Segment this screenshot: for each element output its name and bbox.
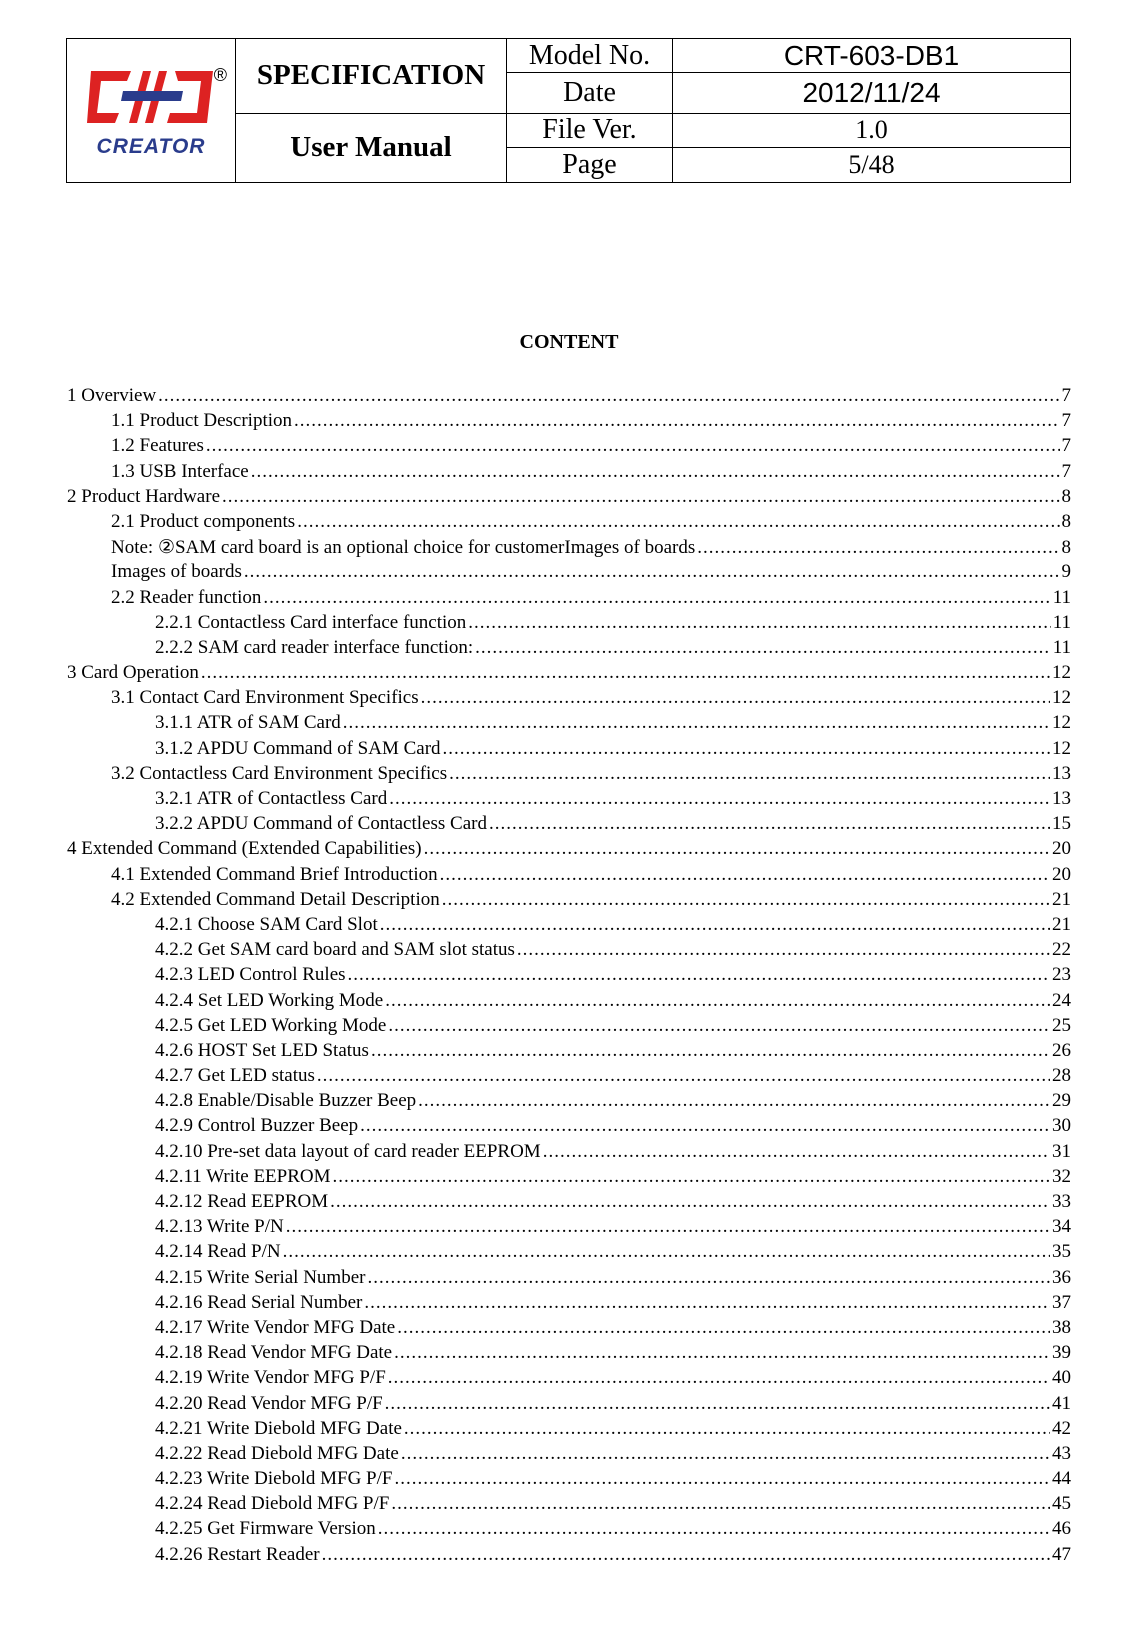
toc-entry-title: 2.2.1 Contactless Card interface function bbox=[155, 611, 467, 633]
toc-entry-page: 7 bbox=[1061, 410, 1071, 432]
toc-entry-title: 4.2.14 Read P/N bbox=[155, 1241, 281, 1263]
toc-entry-page: 38 bbox=[1052, 1316, 1071, 1338]
toc-entry[interactable] bbox=[67, 1493, 1071, 1518]
toc-entry[interactable] bbox=[67, 1317, 1071, 1342]
toc-entry[interactable] bbox=[67, 662, 1071, 687]
toc-entry-title: 4.2.9 Control Buzzer Beep bbox=[155, 1115, 359, 1137]
toc-entry-title: 4.2.6 HOST Set LED Status bbox=[155, 1039, 369, 1061]
toc-entry-title: 4.2.15 Write Serial Number bbox=[155, 1266, 366, 1288]
logo-wordmark: CREATOR bbox=[96, 134, 206, 158]
toc-leader-dots bbox=[421, 687, 1050, 709]
toc-entry-page: 11 bbox=[1052, 636, 1071, 658]
specification-title: SPECIFICATION bbox=[236, 39, 507, 114]
toc-entry[interactable] bbox=[67, 1241, 1071, 1266]
toc-leader-dots bbox=[449, 763, 1050, 785]
toc-entry-page: 33 bbox=[1052, 1191, 1071, 1212]
toc-entry-title: 3.1.1 ATR of SAM Card bbox=[155, 712, 341, 734]
toc-leader-dots bbox=[388, 1015, 1050, 1037]
toc-entry-title: 4.2.8 Enable/Disable Buzzer Beep bbox=[155, 1090, 417, 1112]
toc-entry-title: Note: ②SAM card board is an optional choice for customerImages of boards bbox=[111, 537, 696, 559]
toc-entry-page: 29 bbox=[1052, 1090, 1071, 1112]
toc-entry-title: 2.2 Reader function bbox=[111, 586, 262, 608]
toc-entry[interactable] bbox=[67, 1292, 1071, 1317]
toc-leader-dots bbox=[418, 1090, 1050, 1112]
toc-entry[interactable] bbox=[67, 1115, 1071, 1140]
user-manual-title: User Manual bbox=[236, 113, 507, 183]
page-value: 5/48 bbox=[673, 147, 1071, 182]
toc-entry-title: 3 Card Operation bbox=[67, 662, 199, 684]
toc-entry[interactable] bbox=[67, 788, 1071, 813]
toc-entry[interactable] bbox=[67, 1393, 1071, 1418]
toc-entry-title: 4.2.1 Choose SAM Card Slot bbox=[155, 913, 378, 935]
table-of-contents bbox=[67, 385, 1071, 1569]
toc-entry-title: 3.2.2 APDU Command of Contactless Card bbox=[155, 813, 487, 835]
page-label: Page bbox=[507, 147, 673, 182]
toc-entry[interactable] bbox=[67, 738, 1071, 763]
company-logo bbox=[67, 39, 236, 183]
toc-entry[interactable] bbox=[67, 1544, 1071, 1569]
toc-leader-dots bbox=[343, 712, 1050, 734]
toc-entry[interactable] bbox=[67, 1367, 1071, 1392]
toc-leader-dots bbox=[283, 1241, 1050, 1263]
toc-entry-title: 4.2.23 Write Diebold MFG P/F bbox=[155, 1468, 393, 1490]
toc-entry-title: Images of boards bbox=[111, 561, 242, 583]
toc-leader-dots bbox=[367, 1267, 1050, 1289]
toc-entry[interactable] bbox=[67, 712, 1071, 737]
toc-entry[interactable] bbox=[67, 1518, 1071, 1543]
toc-entry-page: 28 bbox=[1052, 1065, 1071, 1087]
toc-entry-page: 32 bbox=[1052, 1165, 1071, 1187]
toc-leader-dots bbox=[317, 1065, 1050, 1087]
toc-entry-title: 4.2 Extended Command Detail Description bbox=[111, 888, 440, 910]
toc-entry-page: 42 bbox=[1052, 1417, 1071, 1439]
toc-entry[interactable] bbox=[67, 1443, 1071, 1468]
toc-leader-dots bbox=[201, 662, 1050, 684]
toc-entry[interactable] bbox=[67, 486, 1071, 511]
toc-entry-page: 7 bbox=[1061, 460, 1071, 482]
toc-entry-title: 4.2.10 Pre-set data layout of card reader EEPROM bbox=[155, 1140, 541, 1162]
toc-entry[interactable] bbox=[67, 889, 1071, 914]
toc-leader-dots bbox=[424, 838, 1050, 860]
toc-entry-page: 7 bbox=[1061, 385, 1071, 406]
toc-leader-dots bbox=[468, 612, 1050, 634]
toc-entry-title: 4.2.16 Read Serial Number bbox=[155, 1291, 363, 1313]
toc-leader-dots bbox=[517, 939, 1050, 961]
toc-entry-page: 12 bbox=[1052, 737, 1071, 759]
toc-leader-dots bbox=[442, 889, 1050, 911]
toc-leader-dots bbox=[206, 435, 1060, 457]
toc-leader-dots bbox=[443, 738, 1050, 760]
toc-entry[interactable] bbox=[67, 687, 1071, 712]
toc-entry[interactable] bbox=[67, 1468, 1071, 1493]
toc-entry-page: 21 bbox=[1052, 888, 1071, 910]
file-ver-value: 1.0 bbox=[673, 113, 1071, 147]
toc-entry-page: 24 bbox=[1052, 989, 1071, 1011]
toc-entry-page: 12 bbox=[1052, 687, 1071, 709]
toc-entry-page: 23 bbox=[1052, 964, 1071, 986]
content-title: CONTENT bbox=[519, 331, 619, 353]
toc-entry-title: 4 Extended Command (Extended Capabilities) bbox=[67, 838, 422, 860]
toc-leader-dots bbox=[697, 537, 1059, 559]
toc-leader-dots bbox=[294, 410, 1059, 432]
toc-leader-dots bbox=[286, 1216, 1050, 1238]
toc-entry-page: 15 bbox=[1052, 813, 1071, 835]
toc-entry-title: 4.2.25 Get Firmware Version bbox=[155, 1518, 376, 1540]
toc-leader-dots bbox=[244, 561, 1060, 583]
toc-entry[interactable] bbox=[67, 612, 1071, 637]
toc-entry-page: 11 bbox=[1052, 611, 1071, 633]
toc-entry-page: 46 bbox=[1052, 1518, 1071, 1540]
registered-mark: ® bbox=[213, 65, 227, 85]
toc-entry[interactable] bbox=[67, 410, 1071, 435]
toc-entry[interactable] bbox=[67, 1015, 1071, 1040]
toc-entry[interactable] bbox=[67, 1090, 1071, 1115]
toc-entry-page: 7 bbox=[1061, 435, 1071, 457]
toc-leader-dots bbox=[401, 1443, 1050, 1465]
toc-entry-title: 3.1.2 APDU Command of SAM Card bbox=[155, 737, 441, 759]
toc-entry-page: 47 bbox=[1052, 1543, 1071, 1565]
file-ver-label: File Ver. bbox=[507, 113, 673, 147]
toc-entry-page: 12 bbox=[1052, 662, 1071, 684]
toc-entry-page: 36 bbox=[1052, 1266, 1071, 1288]
toc-entry[interactable] bbox=[67, 1040, 1071, 1065]
toc-leader-dots bbox=[297, 511, 1059, 533]
toc-leader-dots bbox=[397, 1317, 1050, 1339]
toc-entry-page: 37 bbox=[1052, 1291, 1071, 1313]
toc-entry[interactable] bbox=[67, 914, 1071, 939]
toc-entry-page: 39 bbox=[1052, 1342, 1071, 1364]
toc-entry-title: 4.2.18 Read Vendor MFG Date bbox=[155, 1342, 393, 1364]
toc-leader-dots bbox=[385, 990, 1050, 1012]
toc-entry-page: 26 bbox=[1052, 1039, 1071, 1061]
toc-leader-dots bbox=[322, 1544, 1050, 1566]
toc-entry-page: 13 bbox=[1052, 788, 1071, 809]
toc-entry-page: 21 bbox=[1052, 913, 1071, 935]
toc-entry-page: 11 bbox=[1052, 586, 1071, 608]
toc-entry-title: 2 Product Hardware bbox=[67, 485, 221, 507]
toc-entry-title: 4.2.5 Get LED Working Mode bbox=[155, 1014, 387, 1036]
toc-entry[interactable] bbox=[67, 763, 1071, 788]
toc-entry[interactable] bbox=[67, 1191, 1071, 1216]
toc-entry-title: 4.2.26 Restart Reader bbox=[155, 1543, 320, 1565]
creator-logo-icon bbox=[83, 63, 219, 133]
toc-entry[interactable] bbox=[67, 1141, 1071, 1166]
toc-entry-title: 3.2 Contactless Card Environment Specifics bbox=[111, 762, 448, 784]
toc-entry-page: 43 bbox=[1052, 1442, 1071, 1464]
toc-entry-title: 1.2 Features bbox=[111, 435, 204, 457]
toc-leader-dots bbox=[543, 1141, 1050, 1163]
toc-leader-dots bbox=[394, 1342, 1050, 1364]
toc-entry[interactable] bbox=[67, 1267, 1071, 1292]
toc-entry-page: 20 bbox=[1052, 863, 1071, 885]
toc-entry-title: 4.2.22 Read Diebold MFG Date bbox=[155, 1442, 399, 1464]
toc-entry-title: 1.1 Product Description bbox=[111, 410, 293, 432]
toc-entry[interactable] bbox=[67, 435, 1071, 460]
toc-entry-page: 31 bbox=[1052, 1140, 1071, 1162]
toc-entry[interactable] bbox=[67, 813, 1071, 838]
toc-leader-dots bbox=[251, 461, 1060, 483]
toc-entry-title: 1.3 USB Interface bbox=[111, 460, 249, 482]
toc-entry[interactable] bbox=[67, 461, 1071, 486]
toc-entry-title: 4.2.21 Write Diebold MFG Date bbox=[155, 1417, 402, 1439]
toc-leader-dots bbox=[404, 1418, 1050, 1440]
toc-entry-title: 3.1 Contact Card Environment Specifics bbox=[111, 687, 419, 709]
toc-entry[interactable] bbox=[67, 637, 1071, 662]
toc-leader-dots bbox=[360, 1115, 1050, 1137]
toc-entry-page: 35 bbox=[1052, 1241, 1071, 1263]
toc-entry-page: 45 bbox=[1052, 1493, 1071, 1515]
toc-leader-dots bbox=[385, 1393, 1050, 1415]
toc-entry-title: 4.2.19 Write Vendor MFG P/F bbox=[155, 1367, 386, 1389]
toc-leader-dots bbox=[158, 385, 1059, 407]
toc-leader-dots bbox=[440, 864, 1050, 886]
toc-leader-dots bbox=[388, 1367, 1050, 1389]
toc-entry[interactable] bbox=[67, 838, 1071, 863]
toc-leader-dots bbox=[222, 486, 1059, 508]
toc-leader-dots bbox=[378, 1518, 1050, 1540]
toc-entry[interactable] bbox=[67, 1418, 1071, 1443]
toc-leader-dots bbox=[333, 1166, 1050, 1188]
toc-entry-page: 20 bbox=[1052, 838, 1071, 860]
toc-entry-page: 41 bbox=[1052, 1392, 1071, 1414]
toc-entry-title: 4.1 Extended Command Brief Introduction bbox=[111, 863, 438, 885]
toc-entry[interactable] bbox=[67, 964, 1071, 989]
model-label: Model No. bbox=[507, 39, 673, 73]
toc-entry-page: 22 bbox=[1052, 939, 1071, 961]
toc-entry-page: 8 bbox=[1061, 510, 1071, 532]
toc-entry[interactable] bbox=[67, 385, 1071, 410]
toc-entry-page: 8 bbox=[1061, 537, 1071, 559]
toc-entry[interactable] bbox=[67, 1166, 1071, 1191]
toc-entry-page: 12 bbox=[1052, 712, 1071, 734]
toc-entry-title: 4.2.7 Get LED status bbox=[155, 1065, 315, 1087]
toc-entry-page: 13 bbox=[1052, 762, 1071, 784]
toc-leader-dots bbox=[391, 1493, 1050, 1515]
toc-entry-title: 2.1 Product components bbox=[111, 510, 296, 532]
toc-entry[interactable] bbox=[67, 990, 1071, 1015]
header-table bbox=[66, 38, 1071, 183]
toc-entry-title: 4.2.4 Set LED Working Mode bbox=[155, 989, 384, 1011]
model-value: CRT-603-DB1 bbox=[673, 39, 1071, 73]
toc-entry-title: 2.2.2 SAM card reader interface function: bbox=[155, 636, 474, 658]
toc-leader-dots bbox=[389, 788, 1050, 810]
toc-entry-page: 8 bbox=[1061, 485, 1071, 507]
toc-entry-title: 4.2.17 Write Vendor MFG Date bbox=[155, 1316, 396, 1338]
toc-entry-title: 4.2.12 Read EEPROM bbox=[155, 1191, 329, 1212]
toc-entry-title: 4.2.24 Read Diebold MFG P/F bbox=[155, 1493, 390, 1515]
toc-entry[interactable] bbox=[67, 1065, 1071, 1090]
toc-leader-dots bbox=[489, 813, 1050, 835]
toc-entry-page: 44 bbox=[1052, 1468, 1071, 1490]
toc-entry[interactable] bbox=[67, 561, 1071, 586]
toc-entry-page: 30 bbox=[1052, 1115, 1071, 1137]
toc-entry-page: 9 bbox=[1061, 561, 1071, 583]
date-value: 2012/11/24 bbox=[673, 73, 1071, 113]
toc-entry-title: 4.2.20 Read Vendor MFG P/F bbox=[155, 1392, 383, 1414]
toc-entry-page: 34 bbox=[1052, 1216, 1071, 1238]
toc-entry-title: 4.2.3 LED Control Rules bbox=[155, 964, 346, 986]
toc-entry-title: 3.2.1 ATR of Contactless Card bbox=[155, 788, 388, 809]
toc-entry[interactable] bbox=[67, 864, 1071, 889]
toc-leader-dots bbox=[364, 1292, 1050, 1314]
toc-entry-title: 4.2.2 Get SAM card board and SAM slot status bbox=[155, 939, 515, 961]
toc-leader-dots bbox=[371, 1040, 1050, 1062]
toc-entry-page: 40 bbox=[1052, 1367, 1071, 1389]
toc-entry[interactable] bbox=[67, 587, 1071, 612]
toc-entry-title: 1 Overview bbox=[67, 385, 157, 406]
toc-entry-title: 4.2.11 Write EEPROM bbox=[155, 1165, 331, 1187]
toc-leader-dots bbox=[330, 1191, 1050, 1213]
toc-entry-page: 25 bbox=[1052, 1014, 1071, 1036]
toc-entry[interactable] bbox=[67, 511, 1071, 536]
toc-entry[interactable] bbox=[67, 939, 1071, 964]
toc-leader-dots bbox=[348, 964, 1050, 986]
toc-entry[interactable] bbox=[67, 1342, 1071, 1367]
toc-leader-dots bbox=[380, 914, 1050, 936]
toc-entry[interactable] bbox=[67, 1216, 1071, 1241]
toc-leader-dots bbox=[475, 637, 1051, 659]
toc-entry-title: 4.2.13 Write P/N bbox=[155, 1216, 284, 1238]
toc-entry[interactable] bbox=[67, 536, 1071, 561]
toc-leader-dots bbox=[394, 1468, 1050, 1490]
toc-leader-dots bbox=[263, 587, 1050, 609]
date-label: Date bbox=[507, 73, 673, 113]
